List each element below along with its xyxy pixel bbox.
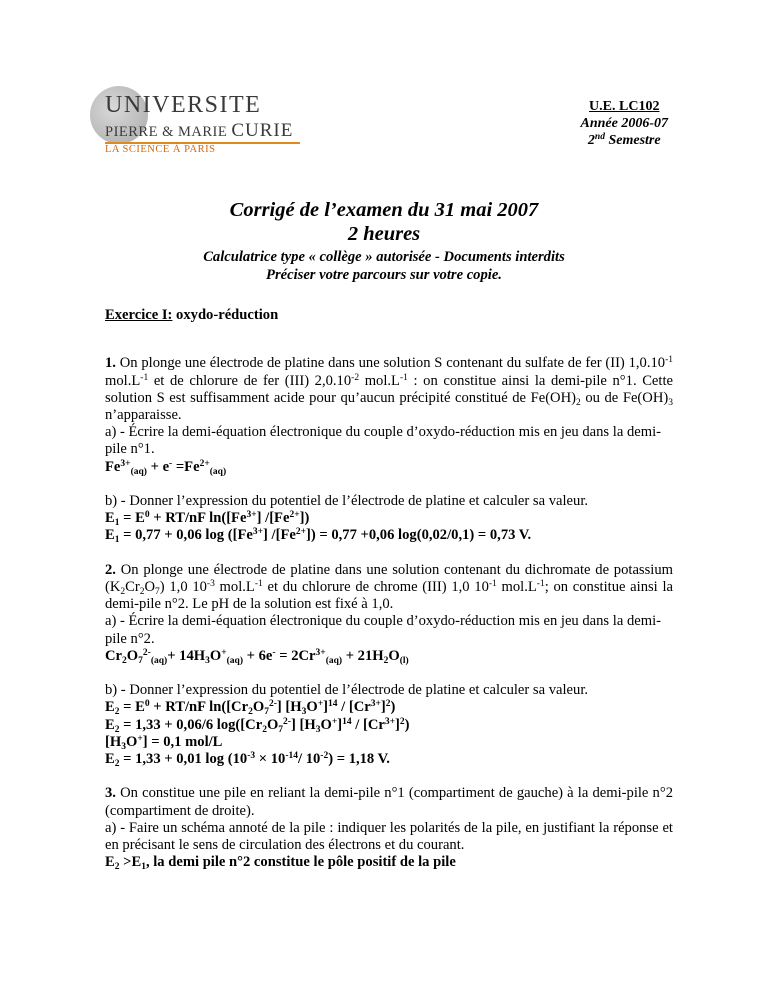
course-code: U.E. LC102: [589, 99, 660, 114]
answer-3a: $E_2 >E_1$, la demi pile n°2 constitue le pôle positif de la pile: [105, 854, 456, 873]
question-1b: b) - Donner l’expression du potentiel de l’électrode de platine et calculer sa valeur.: [105, 493, 589, 509]
question-3a: a) - Faire un schéma annoté de la pile : indiquer les polarités de la pile, en justifiant la réponse et en précisant le sens de circulation des électrons et du courant.: [105, 819, 673, 854]
answer-1b-line2: $E_1 = 0,77 + 0,06$ $\log ([Fe^{3+}] /[Fe^{2+}]) = 0,77 +0,06$ log(0,02/0,1) = 0,73 V.: [105, 527, 532, 546]
question-1a: a) - Écrire la demi-équation électronique du couple d’oxydo-réduction mis en jeu dans la demi-pile n°1.: [105, 424, 661, 458]
course-info: [581, 98, 669, 149]
exam-content: [105, 307, 673, 871]
question-2b: b) - Donner l’expression du potentiel de l’électrode de platine et calculer sa valeur.: [105, 682, 589, 699]
exam-instructions: Calculatrice type « collège » autorisée - Documents interdits Préciser votre parcours sur votre copie.: [203, 249, 565, 283]
logo-name: PIERRE & MARIE CURIE: [105, 120, 294, 141]
answer-2b-line3: $[H_3O^+] = 0,1$ mol/L: [105, 733, 223, 752]
answer-2a: $Cr_2O_7^{2-}_{(aq)}+ 14H_3O^+_{(aq)} + 6e^- = 2Cr^{3+}_{(aq)} + 21H_2O_{(l)}$: [105, 647, 409, 666]
answer-1a: $Fe^{3+}_{(aq)} + e^- =Fe^{2+}_{(aq)}$: [105, 458, 227, 477]
logo-tagline: LA SCIENCE À PARIS: [105, 144, 216, 155]
answer-2b-line1: $E_2 = E^0 + RT/nF$ $\ln([Cr_2O_7^{2-}]$ $[H_3O^+]^{14} / [Cr^{3+}]^2$): [105, 699, 396, 718]
answer-2b-line4: $E_2 = 1,33 + 0,01$ $\log (10^{-3} \times 10^{-14}/$ $10^{-2}) = 1,18$ V.: [105, 751, 390, 770]
exercise-heading: Exercice I: oxydo-réduction: [105, 307, 279, 323]
question-2a: a) - Écrire la demi-équation électronique du couple d’oxydo-réduction mis en jeu dans la demi-pile n°2.: [105, 613, 661, 647]
question-1: 1. On plonge une électrode de platine dans une solution S contenant du sulfate de fer (II) $1,0.10^{-1}$ $mol.L^{-1}$ et de chlorure de fer (III) $2,0.10^{-2}$ $mol.L^{-1}$ : on constitue ainsi la demi-pile n°1. Cette solution S est suffisamment acide pour qu’aucun précipité constitué de $Fe(OH)_2$ ou de $Fe(OH)_3$ n’apparaisse.: [105, 355, 673, 423]
course-year: Année 2006-07: [580, 116, 668, 131]
question-3: 3. On constitue une pile en reliant la demi-pile n°1 (compartiment de gauche) à la demi-pile n°2 (compartiment de droite).: [105, 785, 673, 819]
answer-1b-line1: $E_1 = E^0 + RT/nF$ $\ln([Fe^{3+}]$ $/[Fe^{2+}]$): [105, 510, 310, 529]
course-semester: 2nd Semestre: [587, 132, 661, 148]
answer-2b-line2: $E_2 = 1,33 + 0,06/6$ $\log([Cr_2O_7^{2-}]$ $[H_3O^+]^{14} / [Cr^{3+}]^2$): [105, 716, 410, 735]
question-2: 2. On plonge une électrode de platine dans une solution contenant du dichromate de potassium $(K_2Cr_2O_7)$ 1,0 $10^{-3}$ $mol.L^{-1}$ et du chlorure de chrome (III) 1,0 $10^{-1}$ $mol.L^{-1}$; on constitue ainsi la demi-pile n°2. Le pH de la solution est fixé à 1,0.: [105, 561, 673, 613]
logo-university: UNIVERSITE: [105, 92, 262, 118]
university-logo: [88, 80, 300, 162]
page-title: Corrigé de l’examen du 31 mai 2007 2 heures: [229, 199, 539, 245]
